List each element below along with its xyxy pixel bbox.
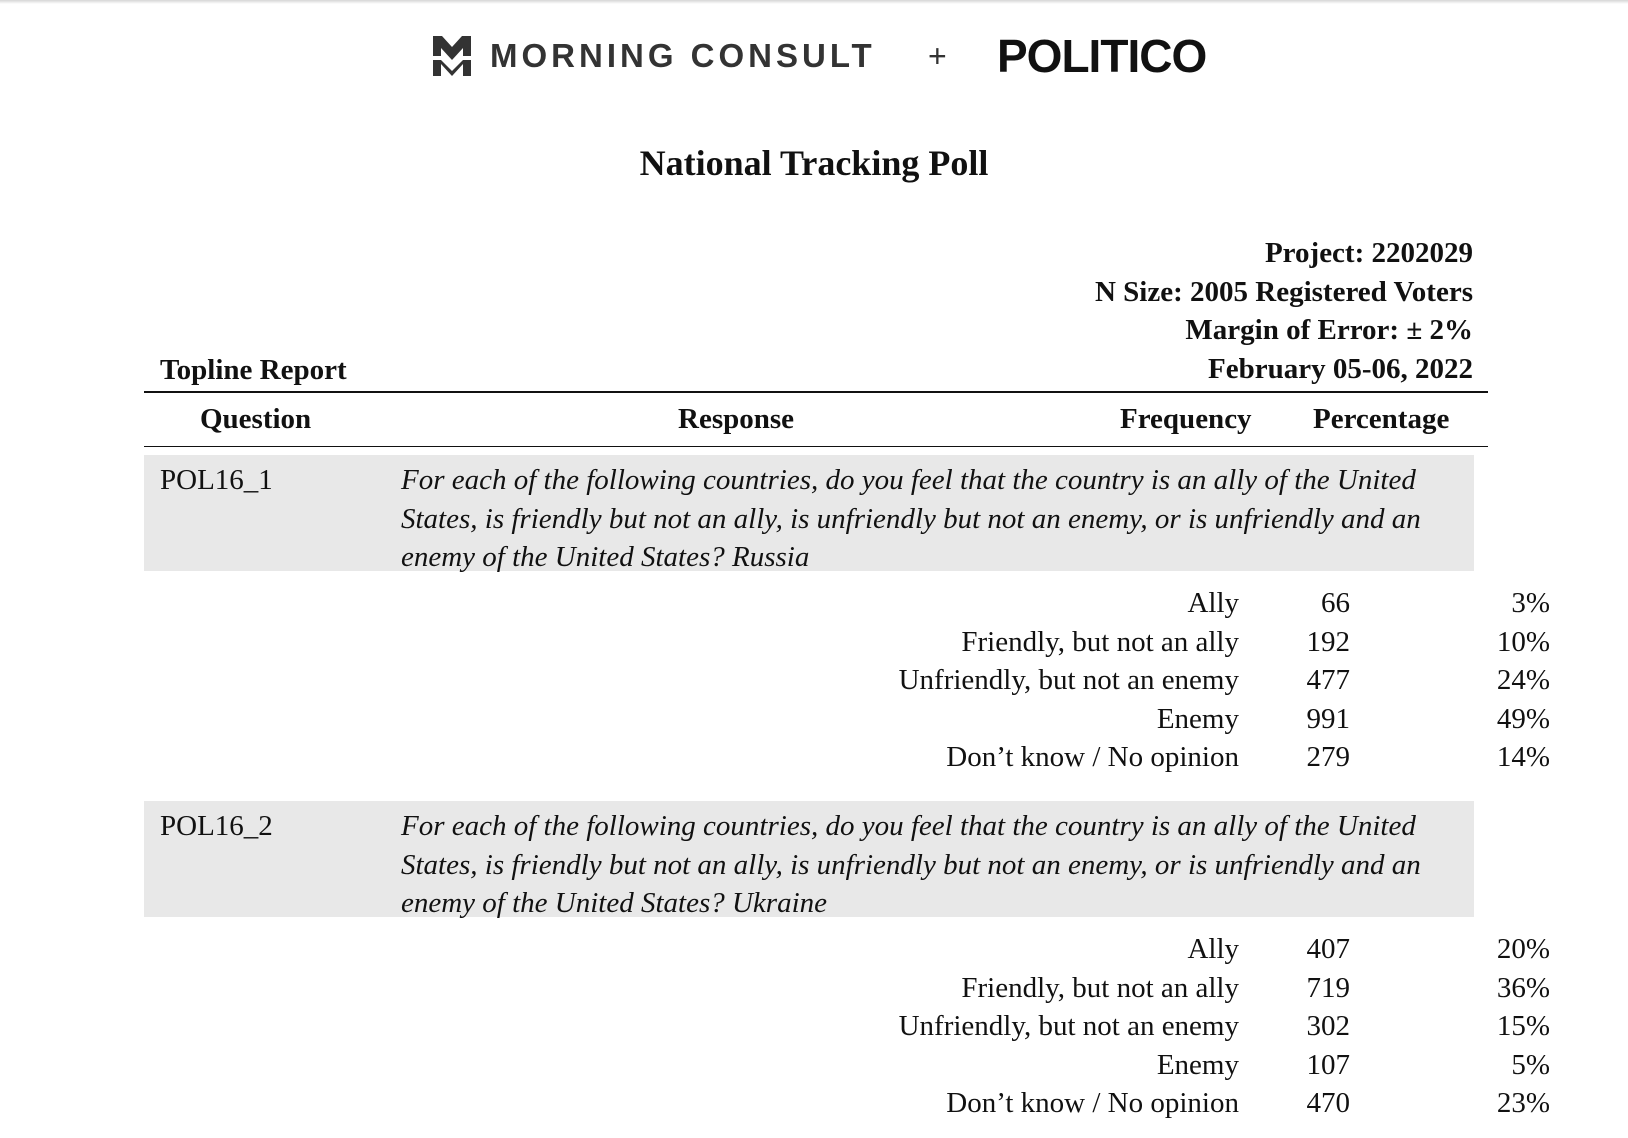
response-percentage: 20% (1496, 933, 1550, 965)
response-percentage: 23% (1496, 1087, 1550, 1119)
brand-plus: + (928, 38, 947, 74)
response-list (144, 584, 1550, 777)
page-top-edge (0, 0, 1628, 4)
response-frequency: 302 (1306, 1010, 1350, 1042)
response-label: Don’t know / No opinion (946, 1087, 1239, 1119)
project-number: Project: 2202029 (1264, 237, 1473, 269)
question-id: POL16_2 (160, 810, 273, 842)
header-rule-bottom (144, 446, 1488, 447)
response-percentage: 49% (1496, 702, 1550, 735)
response-label: Ally (1187, 587, 1239, 619)
page-title: National Tracking Poll (639, 143, 989, 183)
response-frequency: 477 (1306, 664, 1350, 696)
response-row (144, 738, 1550, 777)
response-label: Friendly, but not an ally (961, 625, 1239, 658)
column-header-response: Response (678, 403, 795, 435)
response-label: Enemy (1156, 1048, 1239, 1081)
response-row (144, 1046, 1550, 1085)
response-row (144, 700, 1550, 739)
response-label: Don’t know / No opinion (946, 741, 1239, 773)
response-percentage: 3% (1511, 587, 1550, 619)
response-percentage: 10% (1496, 625, 1550, 658)
response-frequency: 719 (1306, 971, 1350, 1004)
response-percentage: 15% (1496, 1010, 1550, 1042)
politico-wordmark: POLITICO (997, 30, 1207, 82)
response-frequency: 407 (1306, 933, 1350, 965)
response-row (144, 969, 1550, 1008)
brand-header (0, 30, 1628, 86)
response-percentage: 14% (1496, 741, 1550, 773)
morning-consult-wordmark: MORNING CONSULT (490, 37, 876, 74)
response-frequency: 991 (1306, 702, 1350, 735)
response-frequency: 279 (1306, 741, 1350, 773)
question-text: For each of the following countries, do you feel that the country is an ally of the United States, is friendly but not an ally, is unfriendly but not an enemy, or is unfriendly and an enemy of the United States? Russia (401, 464, 1421, 573)
question-section (144, 801, 1550, 1123)
question-text: For each of the following countries, do you feel that the country is an ally of the United States, is friendly but not an ally, is unfriendly but not an enemy, or is unfriendly and an enemy of the United States? Ukraine (401, 810, 1421, 919)
column-header-question: Question (200, 403, 312, 435)
response-row (144, 1084, 1550, 1123)
response-row (144, 584, 1550, 623)
response-label: Unfriendly, but not an enemy (898, 1010, 1239, 1042)
question-section (144, 455, 1550, 777)
question-band (144, 801, 1474, 917)
response-percentage: 5% (1511, 1048, 1550, 1081)
response-label: Unfriendly, but not an enemy (898, 664, 1239, 696)
morning-consult-logo-icon (433, 36, 471, 76)
response-list (144, 930, 1550, 1123)
response-frequency: 66 (1321, 587, 1350, 619)
response-label: Friendly, but not an ally (961, 971, 1239, 1004)
response-row (144, 661, 1550, 700)
field-dates: February 05-06, 2022 (1208, 352, 1473, 385)
margin-of-error: Margin of Error: ± 2% (1185, 314, 1473, 346)
sample-size: N Size: 2005 Registered Voters (1094, 275, 1473, 308)
response-percentage: 36% (1496, 971, 1550, 1004)
column-header-percentage: Percentage (1313, 403, 1450, 435)
response-percentage: 24% (1496, 664, 1550, 696)
response-row (144, 930, 1550, 969)
response-frequency: 107 (1306, 1048, 1350, 1081)
response-row (144, 623, 1550, 662)
question-id: POL16_1 (160, 464, 273, 496)
column-header-frequency: Frequency (1120, 403, 1252, 435)
question-band (144, 455, 1474, 571)
header-rule-top (144, 391, 1488, 393)
response-row (144, 1007, 1550, 1046)
poll-meta (1095, 234, 1473, 388)
response-label: Ally (1187, 933, 1239, 965)
response-frequency: 192 (1306, 625, 1350, 658)
report-label: Topline Report (160, 354, 347, 386)
response-label: Enemy (1156, 702, 1239, 735)
response-frequency: 470 (1306, 1087, 1350, 1119)
